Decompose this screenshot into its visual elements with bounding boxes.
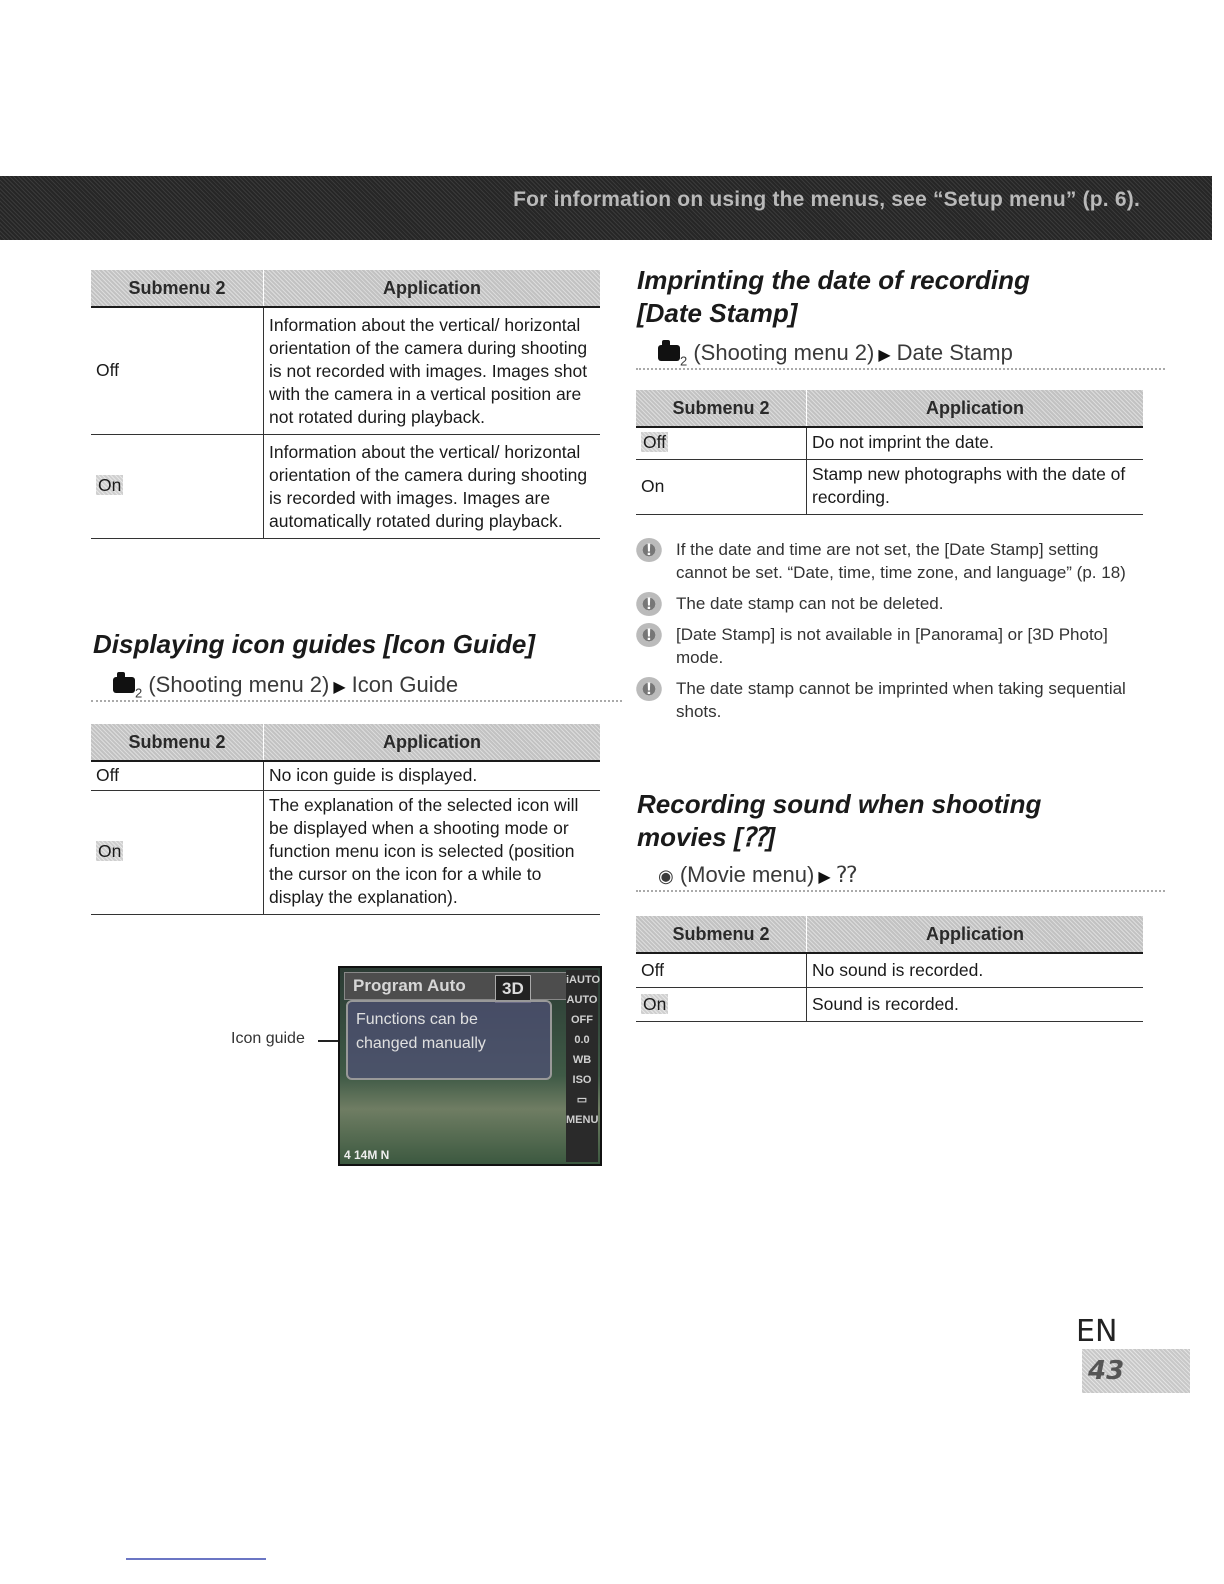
submenu-cell: Off <box>636 427 807 460</box>
application-cell: No sound is recorded. <box>807 953 1144 988</box>
bottom-status: 4 14M N <box>344 1148 390 1162</box>
icon-guide-menu-path: $_2$ (Shooting menu 2) ▶ Icon Guide <box>91 670 622 702</box>
submenu-cell: Off <box>636 953 807 988</box>
table-row <box>91 435 600 539</box>
arrow-right-icon: ▶ <box>878 347 891 364</box>
page-number-value: 43 <box>1082 1349 1190 1393</box>
banner-text: For information on using the menus, see “Setup menu” (p. 6). <box>513 188 1140 211</box>
table-header-submenu: Submenu 2 <box>636 390 807 427</box>
movie-icon: ◉ <box>658 866 674 886</box>
page-number <box>1076 1314 1224 1393</box>
language-code: EN <box>1076 1314 1118 1349</box>
caution-icon: ! <box>636 592 662 616</box>
note-item: ! [Date Stamp] is not available in [Panorama] or [3D Photo] mode. <box>636 623 1136 669</box>
submenu-cell: On <box>636 988 807 1022</box>
icon-guide-popup: Functions can be changed manually <box>346 1000 552 1080</box>
table-row <box>91 307 600 435</box>
application-cell: Sound is recorded. <box>807 988 1144 1022</box>
application-cell: Information about the vertical/ horizontal orientation of the camera during shooting is not recorded with images. Images shot with the camera in a vertical position are not rotated during playback. <box>264 307 601 435</box>
table-row <box>636 460 1143 515</box>
application-cell: The explanation of the selected icon will be displayed when a shooting mode or function menu icon is selected (position the cursor on the icon for a while to display the explanation). <box>264 791 601 915</box>
icon-guide-table <box>91 724 600 915</box>
table-row <box>91 791 600 915</box>
camera-icon <box>658 345 680 361</box>
caution-icon: ! <box>636 538 662 562</box>
submenu-cell: On <box>91 435 264 539</box>
table-header-application: Application <box>807 916 1144 953</box>
date-stamp-heading: Imprinting the date of recording [Date Stamp] <box>637 265 1030 328</box>
table-header-submenu: Submenu 2 <box>91 724 264 761</box>
note-item: ! If the date and time are not set, the [Date Stamp] setting cannot be set. “Date, time, time zone, and language” (p. 18) <box>636 538 1136 584</box>
table-header-application: Application <box>264 724 601 761</box>
table-row <box>636 988 1143 1022</box>
side-icon-column: iAUTO AUTO OFF 0.0 WB ISO ▭ MENU <box>566 970 598 1162</box>
notes-list <box>636 538 1136 731</box>
sound-table <box>636 916 1143 1022</box>
table-header-application: Application <box>264 270 601 307</box>
table-row <box>91 761 600 791</box>
application-cell: No icon guide is displayed. <box>264 761 601 791</box>
caution-icon: ! <box>636 623 662 647</box>
sound-menu-path: ◉ (Movie menu) ▶ ⁇ <box>636 860 1165 892</box>
table-header-submenu: Submenu 2 <box>91 270 264 307</box>
application-cell: Stamp new photographs with the date of recording. <box>807 460 1144 515</box>
date-stamp-menu-path: $_2$ (Shooting menu 2) ▶ Date Stamp <box>636 338 1165 370</box>
table-row <box>636 427 1143 460</box>
submenu-cell: On <box>636 460 807 515</box>
table-header-application: Application <box>807 390 1144 427</box>
date-stamp-table <box>636 390 1143 515</box>
arrow-right-icon: ▶ <box>818 869 831 886</box>
table-row <box>636 953 1143 988</box>
submenu-cell: Off <box>91 761 264 791</box>
table-header-submenu: Submenu 2 <box>636 916 807 953</box>
submenu-cell: Off <box>91 307 264 435</box>
application-cell: Do not imprint the date. <box>807 427 1144 460</box>
camera-icon <box>113 677 135 693</box>
note-item: ! The date stamp cannot be imprinted when taking sequential shots. <box>636 677 1136 723</box>
header-banner <box>0 176 1212 240</box>
arrow-right-icon: ▶ <box>333 679 346 696</box>
footer-line <box>126 1558 266 1560</box>
mode-bar: Program Auto 3D <box>344 972 580 1000</box>
application-cell: Information about the vertical/ horizontal orientation of the camera during shooting is recorded with images. Images are automatically rotated during playback. <box>264 435 601 539</box>
microphone-icon: ⁇ <box>836 862 857 887</box>
camera-screen-illustration <box>338 966 602 1166</box>
3d-badge: 3D <box>495 975 531 1003</box>
submenu-cell: On <box>91 791 264 915</box>
orientation-table <box>91 270 600 539</box>
caution-icon: ! <box>636 677 662 701</box>
note-item: ! The date stamp can not be deleted. <box>636 592 1136 615</box>
icon-guide-label: Icon guide <box>231 1030 305 1047</box>
icon-guide-heading: Displaying icon guides [Icon Guide] <box>93 629 536 659</box>
sound-heading: Recording sound when shooting movies [⁇] <box>637 789 1042 852</box>
